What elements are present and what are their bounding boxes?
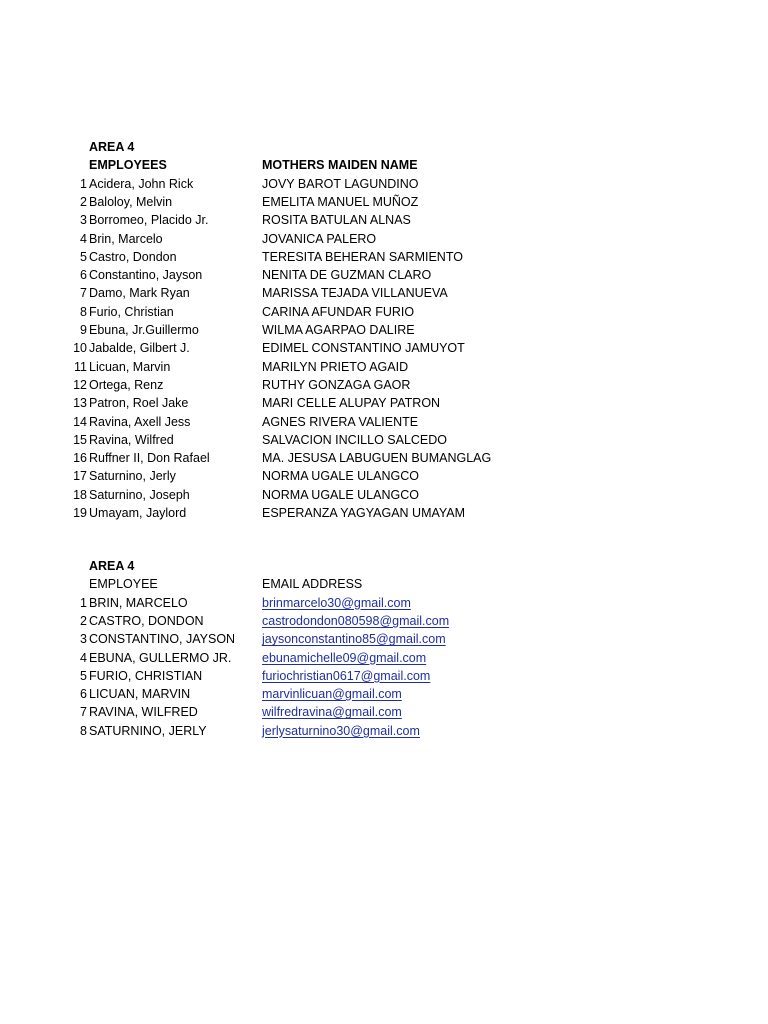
email-cell [262,722,420,740]
employee-name: Umayam, Jaylord [89,506,187,520]
employee-name: Constantino, Jayson [89,268,203,283]
table-row [0,321,768,339]
table-row [0,193,768,211]
section2-area-label: AREA 4 [89,559,135,573]
email-link[interactable]: wilfredravina@gmail.com [262,705,402,720]
table-row [0,431,768,449]
employee-name: Licuan, Marvin [89,359,171,374]
row-number: 5 [80,668,87,683]
row-number: 3 [80,213,87,228]
row-number: 2 [80,613,87,628]
employee-name: Ravina, Wilfred [89,432,174,447]
email-cell [262,703,402,721]
table-row [0,266,768,284]
row-number: 11 [74,359,87,374]
mothers-maiden-name: NORMA UGALE ULANGCO [262,469,419,484]
section2-header-row [0,575,768,593]
table-row [0,630,768,648]
employee-name: Jabalde, Gilbert J. [89,341,190,356]
table-row [0,467,768,485]
employee-name: Patron, Roel Jake [89,396,189,411]
row-number: 15 [73,432,87,447]
section1-area-label: AREA 4 [89,140,135,154]
mothers-maiden-name: WILMA AGARPAO DALIRE [262,323,415,337]
section2-area-row [0,557,768,575]
employee-name: Ebuna, Jr.Guillermo [89,323,199,337]
mothers-maiden-name: NENITA DE GUZMAN CLARO [262,268,432,283]
employees-column-header: EMPLOYEES [89,158,167,173]
mothers-maiden-name: AGNES RIVERA VALIENTE [262,414,419,429]
email-cell [262,612,449,630]
employee-name: SATURNINO, JERLY [89,723,207,738]
row-number: 6 [80,268,87,283]
table-row [0,649,768,667]
row-number: 14 [73,414,87,429]
mothers-maiden-name: JOVY BAROT LAGUNDINO [262,176,419,191]
table-row [0,175,768,193]
row-number: 9 [80,323,87,337]
row-number: 10 [73,341,87,356]
email-address-column-header: EMAIL ADDRESS [262,577,363,592]
row-number: 16 [73,451,87,466]
mothers-maiden-name: MARILYN PRIETO AGAID [262,359,409,374]
table-row [0,449,768,467]
row-number: 8 [80,723,87,738]
mothers-maiden-name: ROSITA BATULAN ALNAS [262,213,411,228]
employee-name: BRIN, MARCELO [89,595,188,610]
table-row [0,486,768,504]
employee-column-header: EMPLOYEE [89,577,158,592]
table-row [0,504,768,522]
table-row [0,339,768,357]
email-link[interactable]: furiochristian0617@gmail.com [262,668,431,683]
table-row [0,594,768,612]
employee-name: Baloloy, Melvin [89,194,173,209]
table-row [0,394,768,412]
table-row [0,284,768,302]
email-link[interactable]: brinmarcelo30@gmail.com [262,595,411,610]
employee-name: Saturnino, Joseph [89,487,190,502]
row-number: 1 [80,176,87,191]
row-number: 4 [80,231,87,246]
mothers-maiden-name: ESPERANZA YAGYAGAN UMAYAM [262,506,466,520]
employee-name: Ravina, Axell Jess [89,414,191,429]
mothers-maiden-name: MARISSA TEJADA VILLANUEVA [262,286,448,301]
table-row [0,703,768,721]
row-number: 18 [73,487,87,502]
row-number: 5 [80,249,87,264]
row-number: 6 [80,687,87,702]
section1-header-row [0,156,768,174]
row-number: 17 [73,469,87,484]
employee-name: Furio, Christian [89,304,174,319]
table-row [0,248,768,266]
email-link[interactable]: marvinlicuan@gmail.com [262,687,402,702]
row-number: 13 [73,396,87,411]
employee-name: EBUNA, GULLERMO JR. [89,650,232,665]
mothers-maiden-name: MA. JESUSA LABUGUEN BUMANGLAG [262,451,492,466]
table-row [0,413,768,431]
employee-name: Damo, Mark Ryan [89,286,190,301]
row-number: 4 [80,650,87,665]
employee-name: LICUAN, MARVIN [89,687,191,702]
row-number: 7 [80,705,87,720]
employee-name: Brin, Marcelo [89,231,163,246]
employee-name: RAVINA, WILFRED [89,705,198,720]
table-row [0,358,768,376]
email-cell [262,630,446,648]
mothers-maiden-name: CARINA AFUNDAR FURIO [262,304,415,319]
row-number: 8 [80,304,87,319]
email-link[interactable]: jaysonconstantino85@gmail.com [262,632,446,647]
row-number: 7 [80,286,87,301]
table-row [0,685,768,703]
email-cell [262,685,402,703]
email-link[interactable]: ebunamichelle09@gmail.com [262,650,427,665]
mothers-maiden-name: RUTHY GONZAGA GAOR [262,377,411,392]
mothers-maiden-name: EDIMEL CONSTANTINO JAMUYOT [262,341,465,356]
section1-area-row [0,138,768,156]
row-number: 3 [80,632,87,647]
table-row [0,722,768,740]
employee-name: Saturnino, Jerly [89,469,176,484]
email-link[interactable]: castrodondon080598@gmail.com [262,613,450,628]
row-number: 19 [73,506,87,520]
table-row [0,230,768,248]
employee-name: Ruffner II, Don Rafael [89,451,210,466]
table-row [0,376,768,394]
table-row [0,612,768,630]
mothers-maiden-name: MARI CELLE ALUPAY PATRON [262,396,441,411]
mothers-maiden-name: SALVACION INCILLO SALCEDO [262,432,448,447]
table-row [0,211,768,229]
mothers-maiden-name: NORMA UGALE ULANGCO [262,487,419,502]
employee-name: Borromeo, Placido Jr. [89,213,209,228]
employee-name: FURIO, CHRISTIAN [89,668,203,683]
email-link[interactable]: jerlysaturnino30@gmail.com [262,723,420,738]
mothers-maiden-name: EMELITA MANUEL MUÑOZ [262,194,419,209]
employee-name: CASTRO, DONDON [89,613,204,628]
employee-name: Acidera, John Rick [89,176,194,191]
employee-name: Ortega, Renz [89,377,164,392]
table-row [0,667,768,685]
email-cell [262,594,411,612]
row-number: 12 [73,377,87,392]
row-number: 1 [80,595,87,610]
row-number: 2 [80,194,87,209]
mothers-maiden-name: TERESITA BEHERAN SARMIENTO [262,249,463,264]
employee-name: CONSTANTINO, JAYSON [89,632,236,647]
email-cell [262,667,430,685]
mothers-maiden-name: JOVANICA PALERO [262,231,377,246]
employee-name: Castro, Dondon [89,249,177,264]
table-row [0,303,768,321]
mothers-maiden-name-column-header: MOTHERS MAIDEN NAME [262,158,418,173]
email-cell [262,649,426,667]
